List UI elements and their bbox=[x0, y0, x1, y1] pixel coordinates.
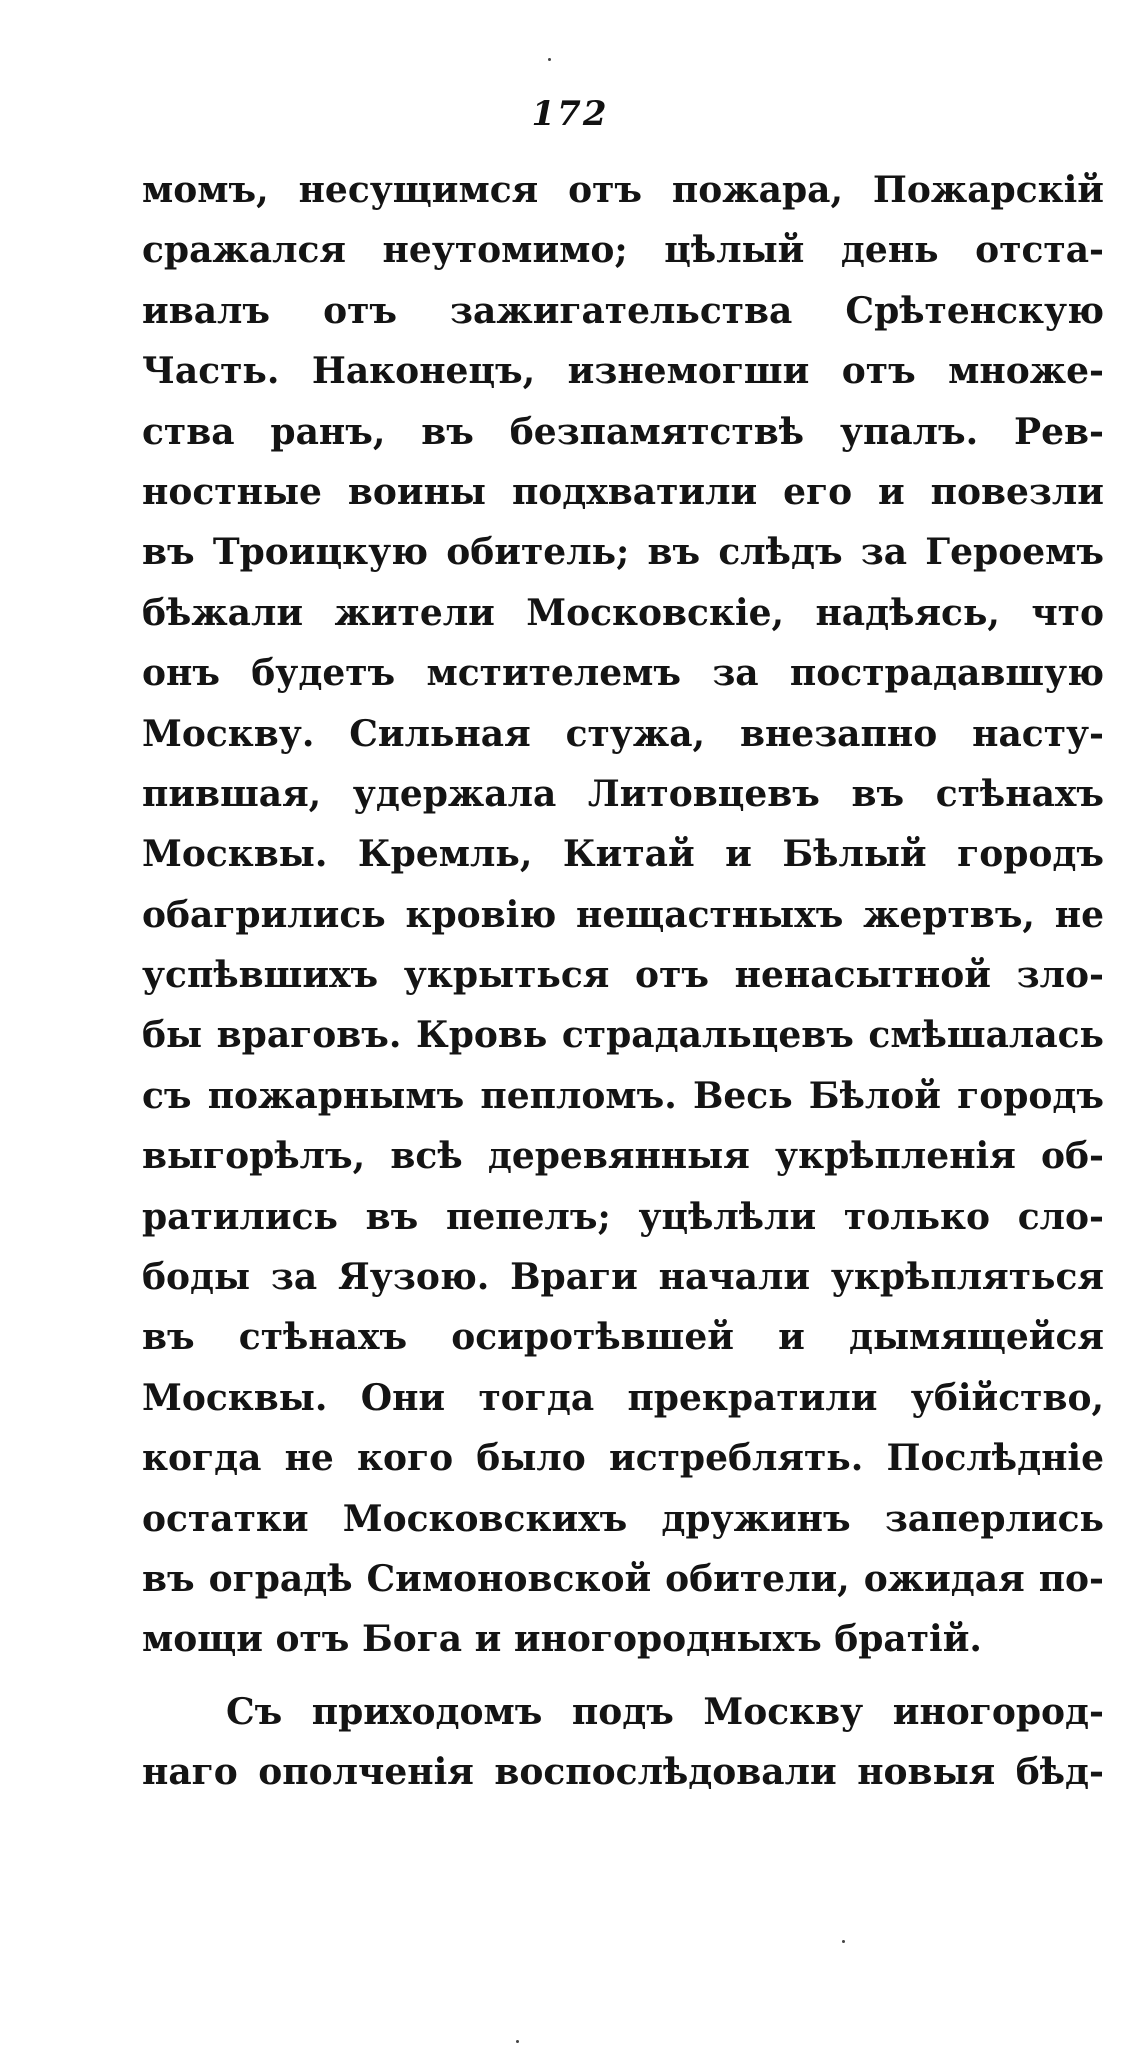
text-line: пившая, удержала Литовцевъ въ стѣнахъ bbox=[142, 772, 1104, 815]
text-line: съ пожарнымъ пепломъ. Весь Бѣлой городъ bbox=[142, 1074, 1104, 1117]
text-line: Часть. Наконецъ, изнемогши отъ множе- bbox=[142, 350, 1104, 393]
text-line: наго ополченія воспослѣдовали новыя бѣд- bbox=[142, 1751, 1104, 1794]
text-line: ностные воины подхватили его и повезли bbox=[142, 470, 1104, 513]
text-line: онъ будетъ мстителемъ за пострадавшую bbox=[142, 652, 1104, 695]
text-line: въ стѣнахъ осиротѣвшей и дымящейся bbox=[142, 1316, 1104, 1359]
text-line: мощи отъ Бога и иногородныхъ братій. bbox=[142, 1618, 982, 1661]
text-line: бы враговъ. Кровь страдальцевъ смѣшалась bbox=[142, 1014, 1104, 1057]
text-line: обагрились кровію нещастныхъ жертвъ, не bbox=[142, 893, 1104, 936]
text-line: когда не кого было истреблять. Послѣдніе bbox=[142, 1437, 1104, 1480]
text-line: выгорѣлъ, всѣ деревянныя укрѣпленія об- bbox=[142, 1135, 1104, 1178]
text-line: ства ранъ, въ безпамятствѣ упалъ. Рев- bbox=[142, 410, 1104, 453]
text-line: момъ, несущимся отъ пожара, Пожарскій bbox=[142, 169, 1104, 211]
text-line: Москвы. Кремль, Китай и Бѣлый городъ bbox=[142, 833, 1104, 876]
text-line: Москвы. Они тогда прекратили убійство, bbox=[142, 1376, 1104, 1419]
body-text bbox=[142, 160, 1104, 1803]
text-line: сражался неутомимо; цѣлый день отста- bbox=[142, 229, 1104, 272]
paragraph-1 bbox=[142, 160, 1104, 1670]
text-line: остатки Московскихъ дружинъ заперлись bbox=[142, 1497, 1104, 1540]
text-line: Съ приходомъ подъ Москву иногород- bbox=[226, 1690, 1104, 1733]
text-line: въ оградѣ Симоновской обители, ожидая по- bbox=[142, 1557, 1104, 1600]
paper-speck bbox=[548, 58, 551, 61]
text-line: Москву. Сильная стужа, внезапно насту- bbox=[142, 712, 1104, 755]
paper-speck bbox=[842, 1940, 845, 1943]
text-line: ивалъ отъ зажигательства Срѣтенскую bbox=[142, 289, 1104, 332]
text-line: въ Троицкую обитель; въ слѣдъ за Героемъ bbox=[142, 531, 1104, 574]
text-line: успѣвшихъ укрыться отъ ненасытной зло- bbox=[142, 954, 1104, 997]
text-line: бѣжали жители Московскіе, надѣясь, что bbox=[142, 591, 1104, 634]
paper-speck bbox=[516, 2040, 519, 2043]
page-number: 172 bbox=[531, 94, 609, 134]
text-line: боды за Яузою. Враги начали укрѣпляться bbox=[142, 1256, 1104, 1299]
paragraph-2 bbox=[142, 1682, 1104, 1803]
text-line: ратились въ пепелъ; уцѣлѣли только сло- bbox=[142, 1195, 1104, 1238]
paragraph-gap bbox=[142, 1670, 1104, 1682]
